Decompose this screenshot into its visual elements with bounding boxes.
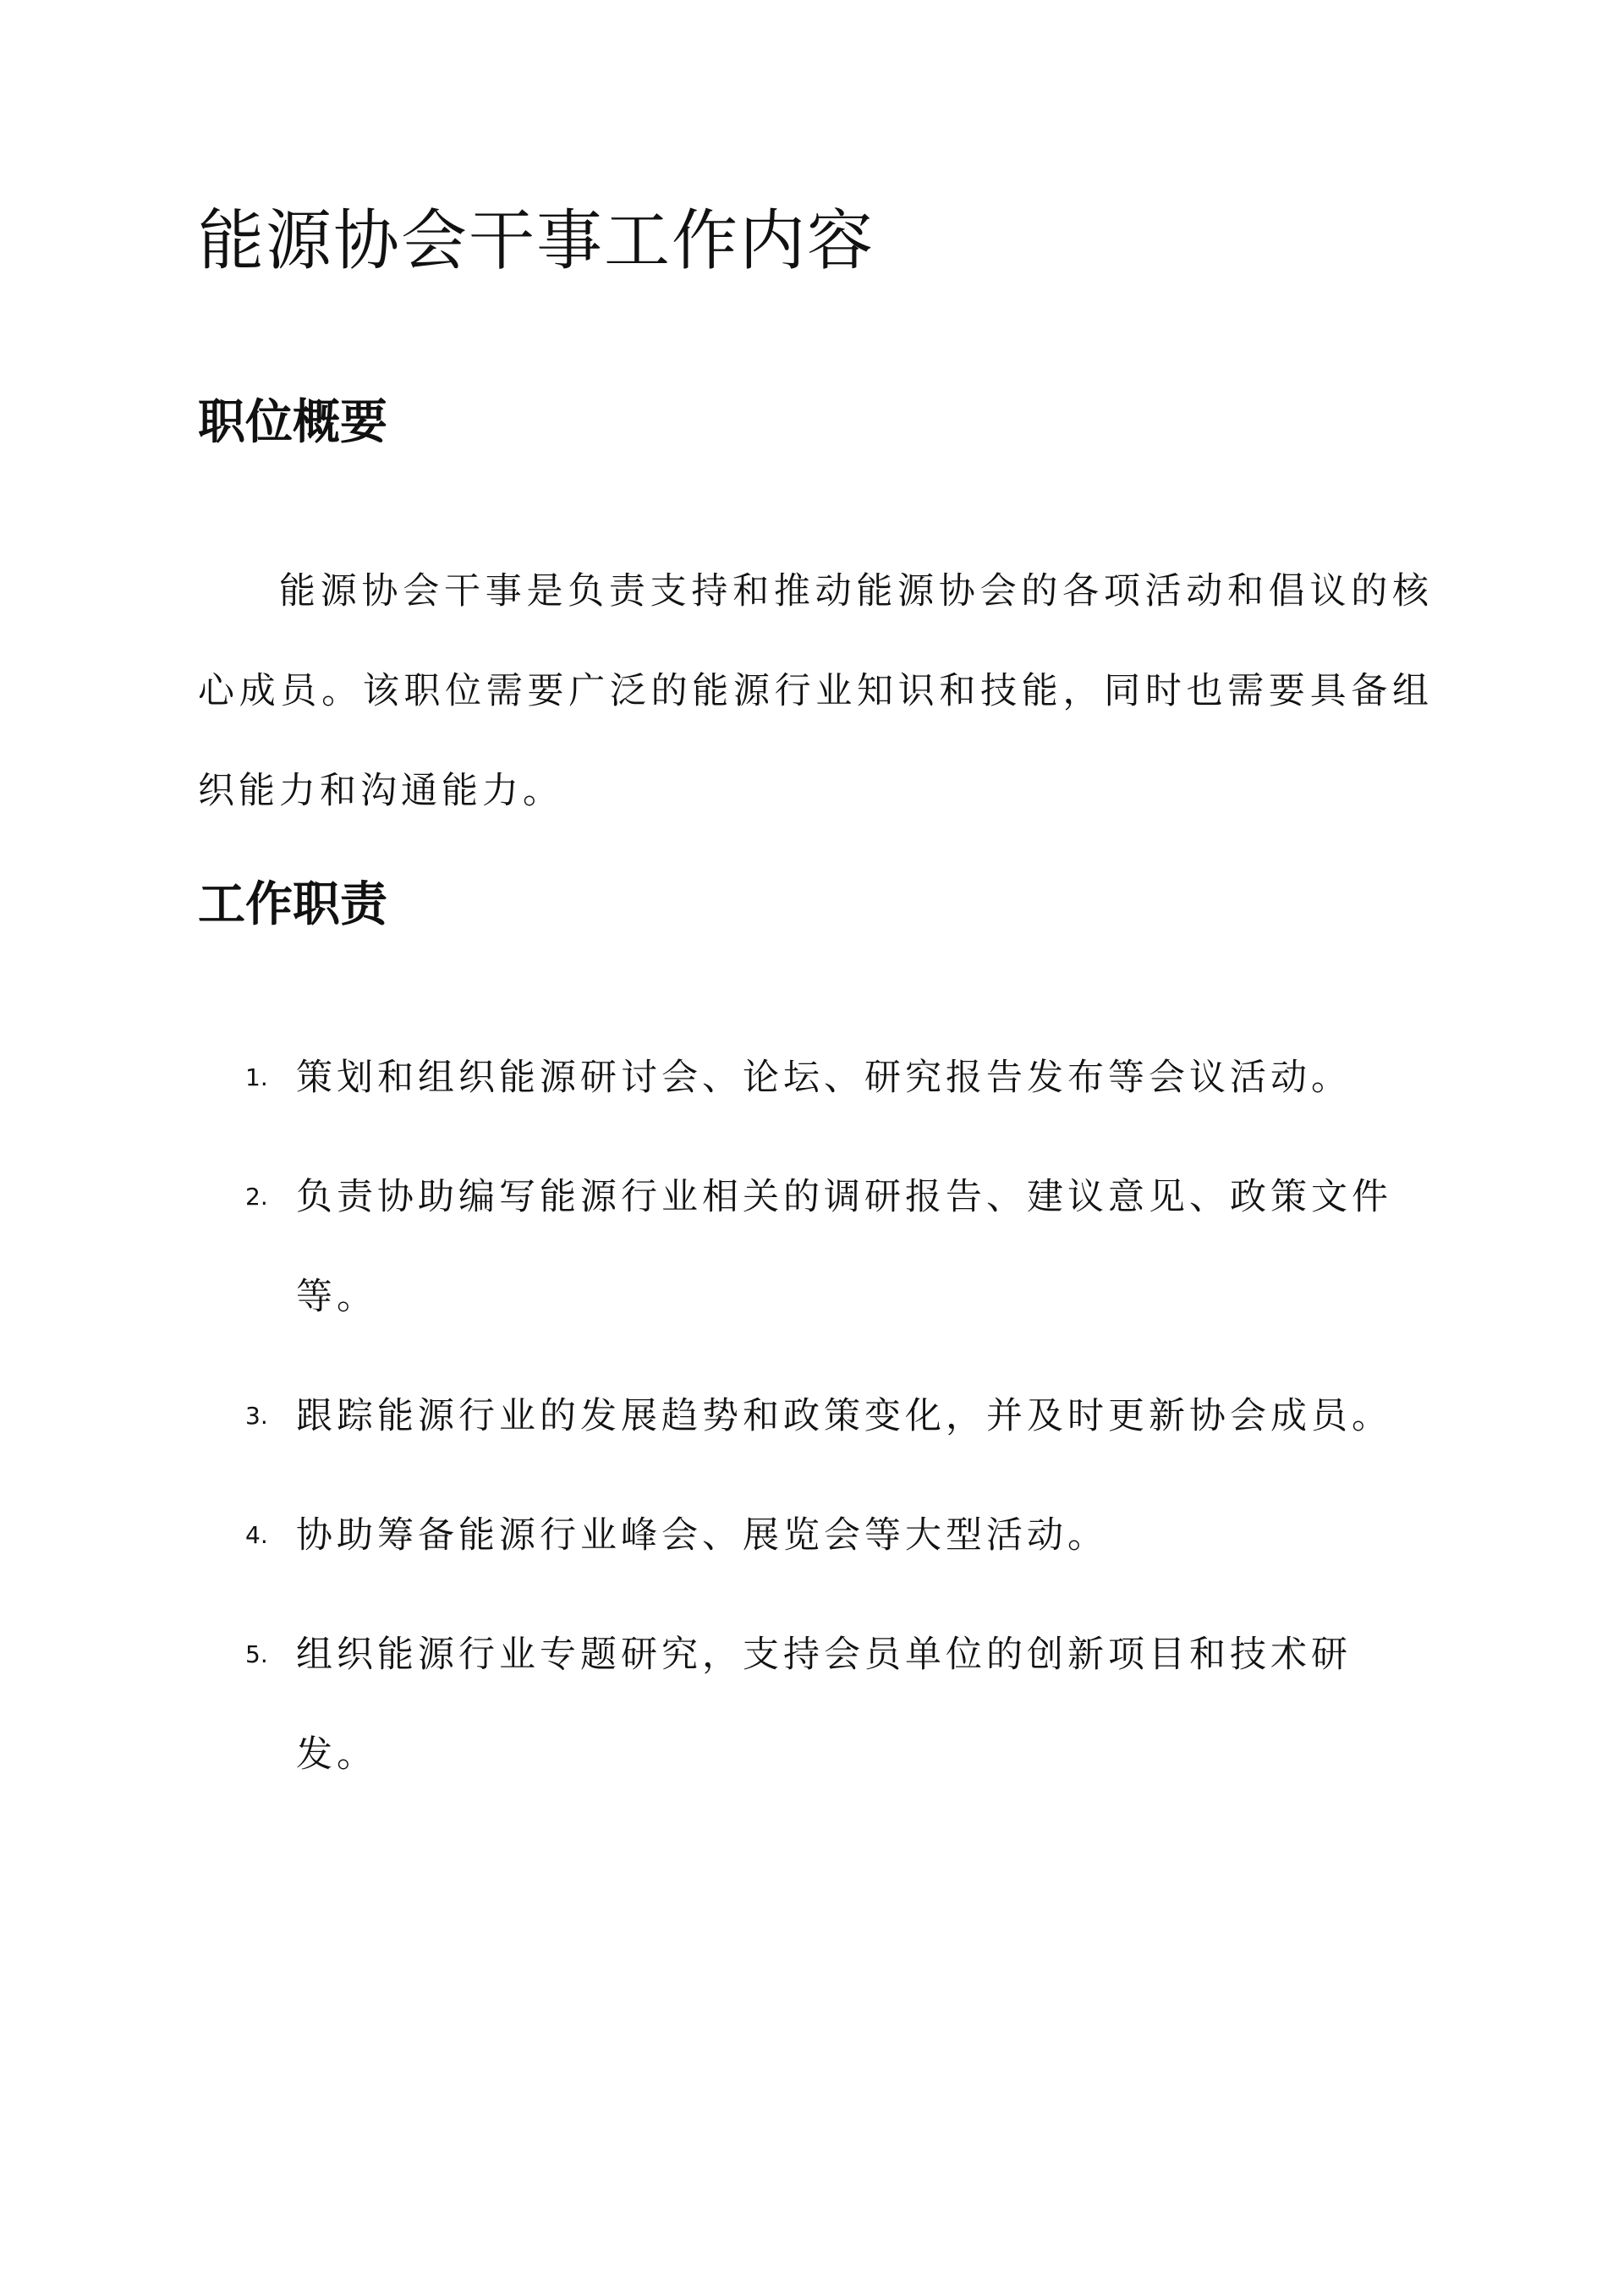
duties-list [245, 1028, 1413, 1824]
duty-text: 负责协助编写能源行业相关的调研报告、建议意见、政策文件等。 [296, 1176, 1392, 1318]
duty-item [245, 1147, 1413, 1347]
summary-paragraph: 能源协会干事是负责支持和推动能源协会的各项活动和倡议的核心成员。该职位需要广泛的能源行业知识和技能，同时也需要具备组织能力和沟通能力。 [198, 570, 1433, 812]
duty-text: 跟踪能源行业的发展趋势和政策变化，并及时更新协会成员。 [296, 1395, 1392, 1437]
duties-heading: 工作职责 [198, 877, 387, 932]
duty-number: 2. [245, 1183, 268, 1211]
summary-heading: 职位概要 [198, 395, 387, 450]
duty-number: 1. [245, 1063, 268, 1091]
document-title: 能源协会干事工作内容 [198, 203, 875, 279]
duty-number: 3. [245, 1402, 268, 1430]
duty-text: 组织能源行业专题研究，支持会员单位的创新项目和技术研发。 [296, 1634, 1352, 1776]
duty-text: 策划和组织能源研讨会、论坛、研究报告发布等会议活动。 [296, 1057, 1352, 1099]
duty-number: 4. [245, 1521, 268, 1549]
duty-number: 5. [245, 1640, 268, 1668]
duty-item [245, 1605, 1413, 1804]
duty-item [245, 1028, 1413, 1128]
duty-text: 协助筹备能源行业峰会、展览会等大型活动。 [296, 1514, 1108, 1557]
duty-item [245, 1486, 1413, 1585]
duty-item [245, 1366, 1413, 1466]
